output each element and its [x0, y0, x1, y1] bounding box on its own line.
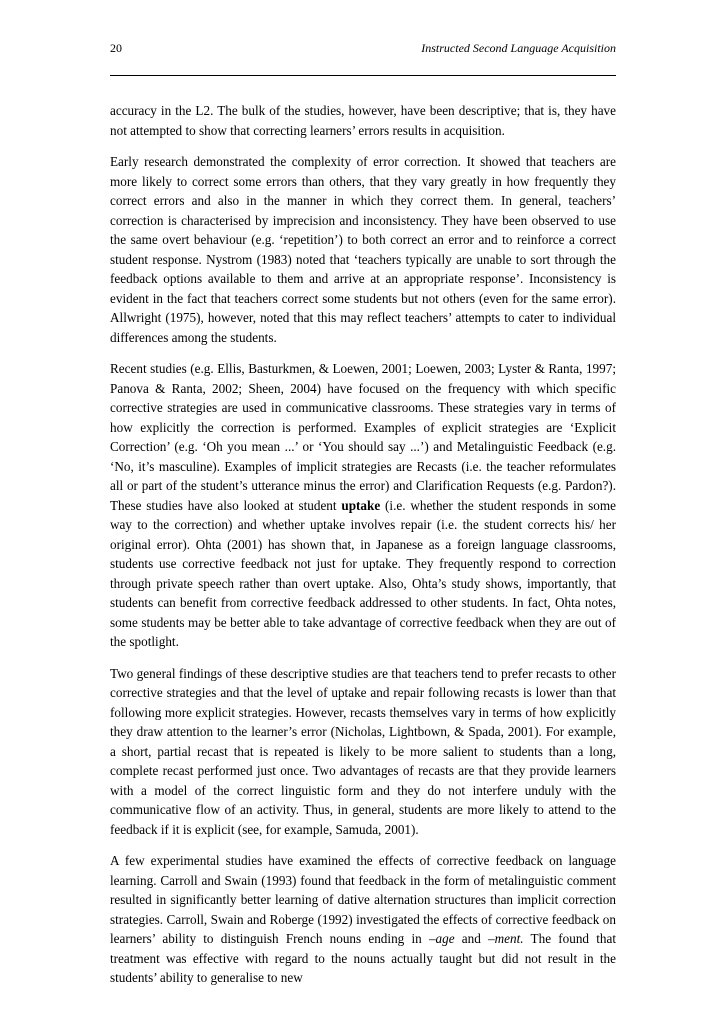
paragraph-3-part-1: Recent studies (e.g. Ellis, Basturkmen, & Loewen, 2001; Loewen, 2003; Lyster & Ranta, 1997; Panova & Ranta, 2002; Sheen, 2004) have focused on the frequency with which specific corrective strategies are used in communicative classrooms. These strategies vary in terms of how explicitly the correction is performed. Examples of explicit strategies are ‘Explicit Correction’ (e.g. ‘Oh you mean ...’ or ‘You should say ...’) and Metalinguistic Feedback (e.g. ‘No, it’s masculine). Examples of implicit strategies are Recasts (i.e. the teacher reformulates all or part of the student’s utterance minus the error) and Clarification Requests (e.g. Pardon?). These studies have also looked at student	[110, 361, 616, 513]
paragraph-5-part-3: The found that treatment was effective with regard to the nouns actually taught but did not result in the students’ ability to generalise to new	[110, 931, 617, 985]
paragraph-4: Two general findings of these descriptive studies are that teachers tend to prefer recasts to other corrective strategies and that the level of uptake and repair following recasts is lower than that following more explicit strategies. However, recasts themselves vary in terms of how explicitly they draw attention to the learner’s error (Nicholas, Lightbown, & Spada, 2001). For example, a short, partial recast that is repeated is likely to be more salient to students than a long, complete recast performed just once. Two advantages of recasts are that they provide learners with a model of the correct linguistic form and they do not interfere unduly with the communicative flow of an activity. Thus, in general, students are more likely to attend to the feedback if it is explicit (see, for example, Samuda, 2001).	[110, 665, 616, 837]
paragraph-3-part-2: (i.e. whether the student responds in some way to the correction) and whether uptake involves repair (i.e. the student corrects his/ her original error). Ohta (2001) has shown that, in Japanese as a foreign language classrooms, students use corrective feedback not just for uptake. They frequently respond to correction through private speech rather than overt uptake. Also, Ohta’s study shows, importantly, that students can benefit from corrective feedback addressed to other students. In fact, Ohta notes, some students may be better able to take advantage of corrective feedback when they are out of the spotlight.	[110, 497, 616, 649]
page-number: 20	[110, 41, 122, 55]
page-header	[110, 41, 616, 61]
running-head: Instructed Second Language Acquisition	[421, 41, 616, 55]
uptake-term: uptake	[341, 497, 381, 513]
body-text	[110, 101, 616, 1000]
paragraph-1: accuracy in the L2. The bulk of the studies, however, have been descriptive; that is, they have not attempted to show that correcting learners’ errors results in acquisition.	[110, 103, 616, 138]
paragraph-2: Early research demonstrated the complexity of error correction. It showed that teachers are more likely to correct some errors than others, that they vary greatly in how frequently they correct errors and also in the manner in which they correct them. In general, teachers’ correction is characterised by imprecision and inconsistency. They have been observed to use the same overt behaviour (e.g. ‘repetition’) to both correct an error and to reinforce a correct student response. Nystrom (1983) noted that ‘teachers typically are unable to sort through the feedback options available to them and arrive at an appropriate response’. Inconsistency is evident in the fact that teachers correct some students but not others (even for the same error). Allwright (1975), however, noted that this may reflect teachers’ attempts to cater to individual differences among the students.	[110, 154, 616, 345]
header-rule	[110, 75, 616, 76]
suffix-age: –age	[428, 931, 455, 946]
paragraph-5	[110, 851, 616, 988]
paragraph-3	[110, 359, 616, 652]
paragraph-5-part-1: A few experimental studies have examined the effects of corrective feedback on language learning. Carroll and Swain (1993) found that feedback in the form of metalinguistic comment resulted in significantly better learning of dative alternation structures than implicit correction strategies. Carroll, Swain and Roberge (1992) investigated the effects of corrective feedback on learners’ ability to distinguish French nouns ending in	[110, 853, 616, 946]
paragraph-5-part-2: and	[454, 931, 489, 946]
suffix-ment: –ment.	[488, 931, 524, 946]
